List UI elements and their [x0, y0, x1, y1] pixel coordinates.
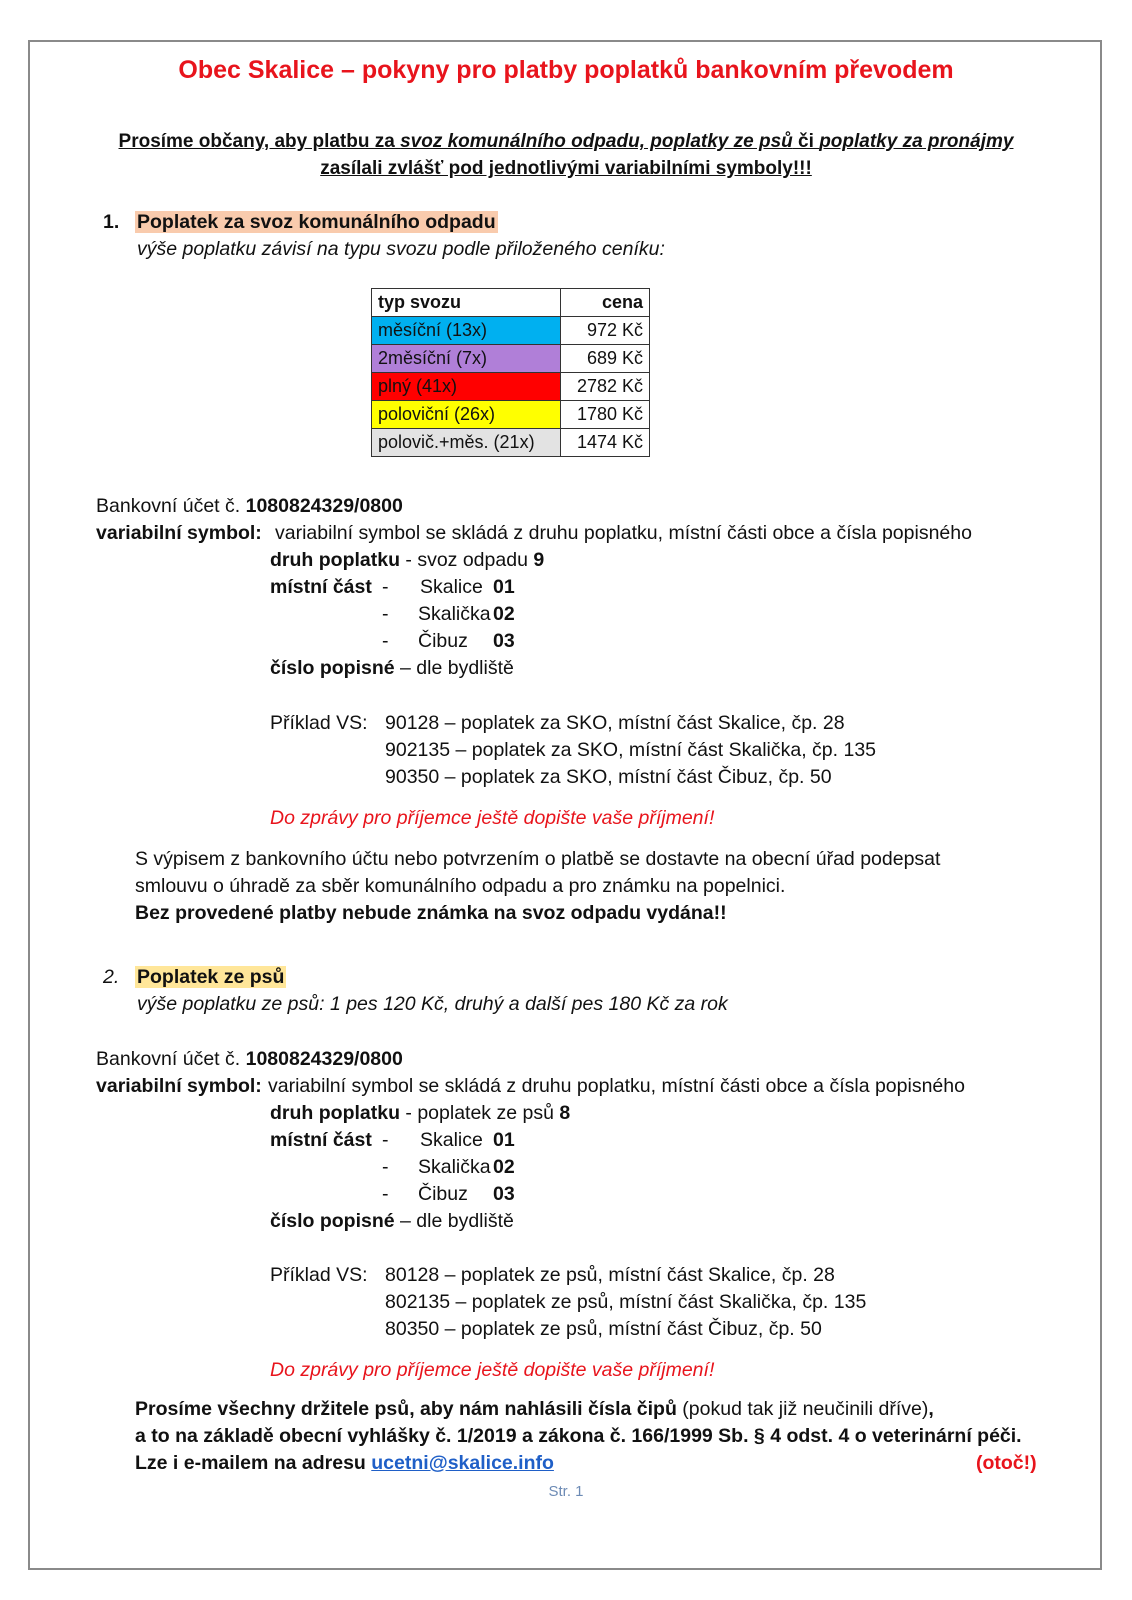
- table-row: [372, 401, 650, 429]
- intro-line-2: zasílali zvlášť pod jednotlivými variabilními symboly!!!: [320, 158, 812, 179]
- s2-part-dash: -: [382, 1183, 389, 1205]
- s2-law-line: a to na základě obecní vyhlášky č. 1/2019 a zákona č. 166/1999 Sb. § 4 odst. 4 o veterinární péči.: [135, 1425, 1022, 1447]
- s2-vs-label: variabilní symbol:: [96, 1075, 262, 1097]
- s1-info-2: smlouvu o úhradě za sběr komunálního odpadu a pro známku na popelnici.: [135, 875, 786, 897]
- s1-cast-label: místní část: [270, 576, 372, 598]
- s1-part-dash: -: [382, 576, 389, 598]
- section1-number: 1.: [103, 211, 120, 233]
- s1-part-dash: -: [382, 630, 389, 652]
- intro-text-2: či: [792, 131, 820, 152]
- row-type: polovič.+měs. (21x): [372, 429, 561, 457]
- s2-part-dash: -: [382, 1156, 389, 1178]
- intro-line-1: [0, 128, 1132, 155]
- s2-part-code: 01: [493, 1129, 515, 1151]
- s2-chip-line: Prosíme všechny držitele psů, aby nám nahlásili čísla čipů (pokud tak již neučinili dříve),: [135, 1398, 934, 1420]
- row-type: měsíční (13x): [372, 317, 561, 345]
- s2-example: 80128 – poplatek ze psů, místní část Skalice, čp. 28: [385, 1264, 835, 1286]
- header-type: typ svozu: [372, 289, 561, 317]
- s1-vs-label: variabilní symbol:: [96, 522, 262, 544]
- price-table-header: [372, 289, 650, 317]
- price-table: [371, 288, 650, 457]
- s1-cp: číslo popisné – dle bydliště: [270, 657, 514, 679]
- row-price: 972 Kč: [561, 317, 650, 345]
- s2-account: Bankovní účet č. 1080824329/0800: [96, 1048, 403, 1070]
- s1-example: 90350 – poplatek za SKO, místní část Čibuz, čp. 50: [385, 766, 832, 788]
- s1-part-name: Skalička: [418, 603, 491, 625]
- table-row: [372, 345, 650, 373]
- email-link[interactable]: ucetni@skalice.info: [371, 1452, 554, 1474]
- s2-example: 80350 – poplatek ze psů, místní část Čibuz, čp. 50: [385, 1318, 822, 1340]
- s1-part-name: Skalice: [420, 576, 483, 598]
- s2-cp: číslo popisné – dle bydliště: [270, 1210, 514, 1232]
- s2-part-code: 03: [493, 1183, 515, 1205]
- s1-part-name: Čibuz: [418, 630, 468, 652]
- section2-heading: Poplatek ze psů: [137, 966, 285, 988]
- intro-italic-1: svoz komunálního odpadu, poplatky ze psů: [400, 131, 793, 152]
- s1-part-code: 03: [493, 630, 515, 652]
- s1-druh: druh poplatku - svoz odpadu 9: [270, 549, 545, 571]
- table-row: [372, 373, 650, 401]
- s1-note: Do zprávy pro příjemce ještě dopište vaše příjmení!: [270, 807, 715, 829]
- s2-vs-text: variabilní symbol se skládá z druhu poplatku, místní části obce a čísla popisného: [268, 1075, 965, 1097]
- s1-part-dash: -: [382, 603, 389, 625]
- intro-text-1: Prosíme občany, aby platbu za: [118, 131, 401, 152]
- s2-part-name: Čibuz: [418, 1183, 468, 1205]
- row-price: 689 Kč: [561, 345, 650, 373]
- s1-example: 902135 – poplatek za SKO, místní část Skalička, čp. 135: [385, 739, 877, 761]
- s1-info-1: S výpisem z bankovního účtu nebo potvrzením o platbě se dostavte na obecní úřad podepsat: [135, 848, 941, 870]
- s1-account: Bankovní účet č. 1080824329/0800: [96, 495, 403, 517]
- row-price: 2782 Kč: [561, 373, 650, 401]
- s2-cast-label: místní část: [270, 1129, 372, 1151]
- section2-number: 2.: [103, 966, 120, 988]
- s2-example: 802135 – poplatek ze psů, místní část Skalička, čp. 135: [385, 1291, 867, 1313]
- intro-italic-2: poplatky za pronájmy: [819, 131, 1014, 152]
- s2-example-label: Příklad VS:: [270, 1264, 368, 1286]
- section1-subtitle: výše poplatku závisí na typu svozu podle přiloženého ceníku:: [137, 238, 665, 260]
- s1-info-3: Bez provedené platby nebude známka na svoz odpadu vydána!!: [135, 902, 727, 924]
- page-title: Obec Skalice – pokyny pro platby poplatků bankovním převodem: [178, 56, 954, 84]
- turn-over-note: (otoč!): [976, 1452, 1037, 1474]
- section1-heading: Poplatek za svoz komunálního odpadu: [137, 211, 496, 233]
- s2-part-name: Skalička: [418, 1156, 491, 1178]
- row-price: 1474 Kč: [561, 429, 650, 457]
- row-type: plný (41x): [372, 373, 561, 401]
- s1-example-label: Příklad VS:: [270, 712, 368, 734]
- page-number: Str. 1: [548, 1483, 584, 1500]
- s1-part-code: 02: [493, 603, 515, 625]
- row-type: 2měsíční (7x): [372, 345, 561, 373]
- s2-part-dash: -: [382, 1129, 389, 1151]
- s1-example: 90128 – poplatek za SKO, místní část Skalice, čp. 28: [385, 712, 845, 734]
- table-row: [372, 317, 650, 345]
- s1-vs-text: variabilní symbol se skládá z druhu poplatku, místní části obce a čísla popisného: [275, 522, 972, 544]
- s2-note: Do zprávy pro příjemce ještě dopište vaše příjmení!: [270, 1359, 715, 1381]
- table-row: [372, 429, 650, 457]
- s2-email-line: Lze i e-mailem na adresu ucetni@skalice.info: [135, 1452, 554, 1474]
- section2-subtitle: výše poplatku ze psů: 1 pes 120 Kč, druhý a další pes 180 Kč za rok: [137, 993, 728, 1015]
- s2-part-name: Skalice: [420, 1129, 483, 1151]
- s1-part-code: 01: [493, 576, 515, 598]
- header-price: cena: [561, 289, 650, 317]
- s2-part-code: 02: [493, 1156, 515, 1178]
- row-price: 1780 Kč: [561, 401, 650, 429]
- row-type: poloviční (26x): [372, 401, 561, 429]
- s2-druh: druh poplatku - poplatek ze psů 8: [270, 1102, 571, 1124]
